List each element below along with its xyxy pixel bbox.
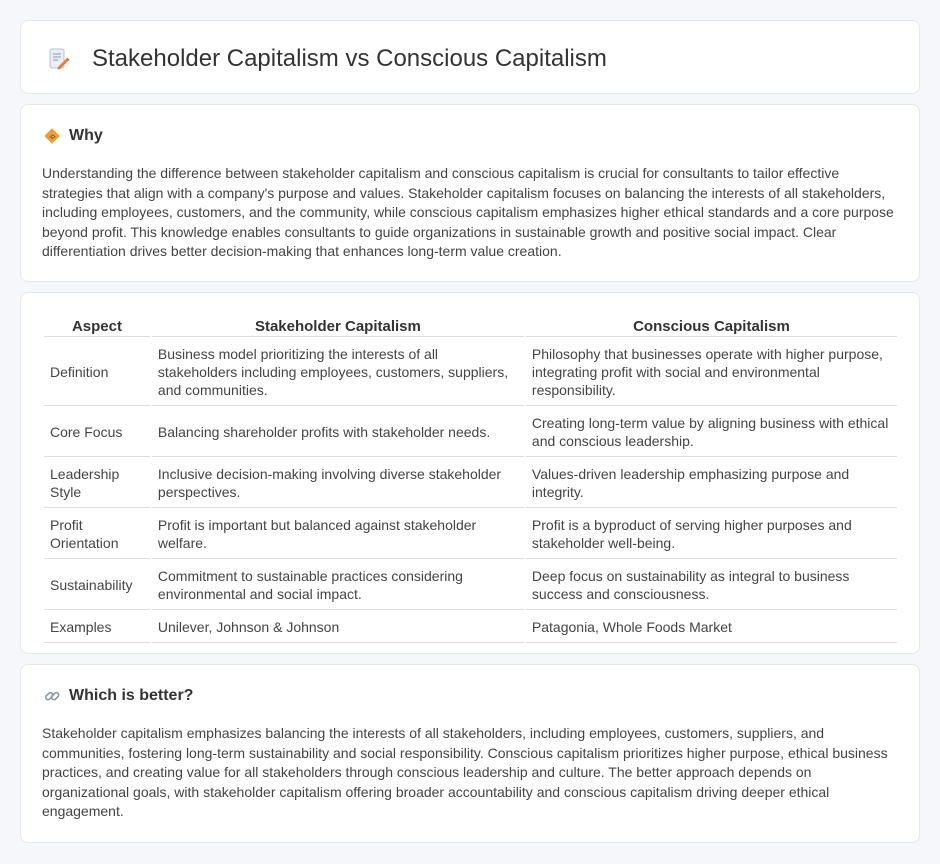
why-text: Understanding the difference between stakeholder capitalism and conscious capitalism is crucial for consultants to tailor effective strategies that align with a company's purpose and values. Stakeholder capitalism focuses on balancing the interests of all stakeholders, including employees, customers, and the community, while conscious capitalism emphasizes higher ethical standards and a core purpose beyond profit. This knowledge enables consultants to guide organizations in sustainable growth and positive social impact. Clear differentiation drives better decision-making that enhances long-term value creation. [42,165,894,259]
aspect-cell: Core Focus [44,406,150,457]
conscious-cell: Creating long-term value by aligning business with ethical and conscious leadership. [526,406,897,457]
comparison-table [42,316,899,643]
diamond-arrow-icon [43,127,61,145]
stakeholder-cell: Inclusive decision-making involving diverse stakeholder perspectives. [152,457,524,508]
link-icon [43,687,61,705]
better-text: Stakeholder capitalism emphasizes balancing the interests of all stakeholders, including employees, customers, suppliers, and communities, fostering long-term sustainability and social responsibility. Conscious capitalism prioritizes higher purpose, ethical business practices, and creating value for all stakeholders through conscious leadership and culture. The better approach depends on organizational goals, with stakeholder capitalism offering broader accountability and conscious capitalism driving deeper ethical engagement. [42,725,888,819]
stakeholder-cell: Business model prioritizing the interests of all stakeholders including employees, customers, suppliers, and communities. [152,337,524,406]
why-header [43,127,103,145]
conscious-cell: Philosophy that businesses operate with higher purpose, integrating profit with social and environmental responsibility. [526,337,897,406]
aspect-cell: Profit Orientation [44,508,150,559]
column-header: Conscious Capitalism [526,316,897,337]
title-card [20,20,920,94]
aspect-cell: Leadership Style [44,457,150,508]
which-is-better-section [20,664,920,843]
why-title: Why [69,127,103,144]
stakeholder-cell: Balancing shareholder profits with stakeholder needs. [152,406,524,457]
aspect-cell: Definition [44,337,150,406]
document-pencil-icon [47,47,71,71]
column-header: Stakeholder Capitalism [152,316,524,337]
conscious-cell: Profit is a byproduct of serving higher purposes and stakeholder well-being. [526,508,897,559]
conscious-cell: Deep focus on sustainability as integral to business success and consciousness. [526,559,897,610]
conscious-cell: Values-driven leadership emphasizing purpose and integrity. [526,457,897,508]
stakeholder-cell: Unilever, Johnson & Johnson [152,610,524,643]
better-header [43,687,193,705]
why-section [20,104,920,282]
conscious-cell: Patagonia, Whole Foods Market [526,610,897,643]
stakeholder-cell: Commitment to sustainable practices considering environmental and social impact. [152,559,524,610]
comparison-section [20,292,920,654]
table-header-row [44,316,897,337]
column-header: Aspect [44,316,150,337]
aspect-cell: Sustainability [44,559,150,610]
table-row [44,610,897,643]
aspect-cell: Examples [44,610,150,643]
page-title: Stakeholder Capitalism vs Conscious Capitalism [92,45,607,72]
table-row [44,457,897,508]
stakeholder-cell: Profit is important but balanced against stakeholder welfare. [152,508,524,559]
table-row [44,559,897,610]
table-row [44,508,897,559]
better-title: Which is better? [69,687,194,704]
table-row [44,337,897,406]
table-row [44,406,897,457]
